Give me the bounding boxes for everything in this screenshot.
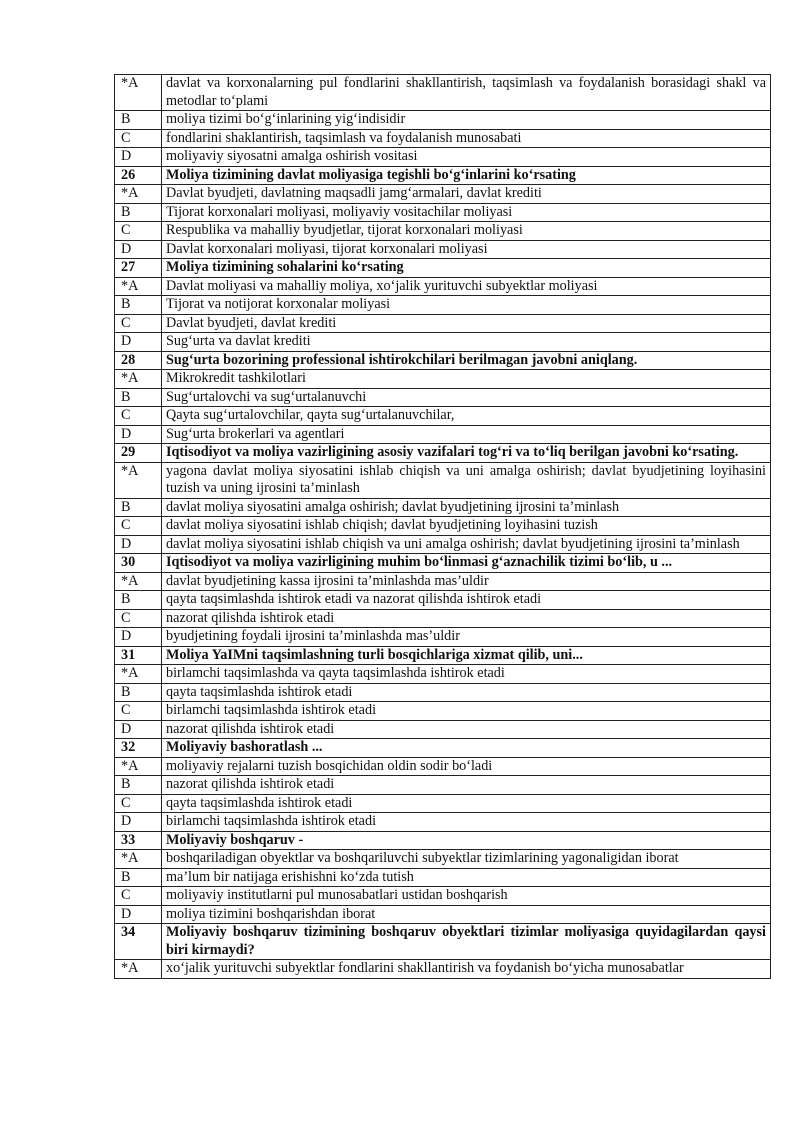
question-row: [115, 351, 771, 370]
answer-option-row: [115, 277, 771, 296]
option-label: B: [115, 388, 162, 407]
option-text: Sug‘urta brokerlari va agentlari: [162, 425, 771, 444]
answer-option-row: [115, 960, 771, 979]
question-row: [115, 166, 771, 185]
option-label: *A: [115, 75, 162, 111]
question-row: [115, 444, 771, 463]
question-text: Moliyaviy bashoratlash ...: [162, 739, 771, 758]
option-text: moliyaviy siyosatni amalga oshirish vositasi: [162, 148, 771, 167]
option-label: C: [115, 887, 162, 906]
answer-option-row: [115, 665, 771, 684]
question-row: [115, 739, 771, 758]
answer-option-row: [115, 609, 771, 628]
option-label: C: [115, 517, 162, 536]
answer-option-row: [115, 425, 771, 444]
question-row: [115, 554, 771, 573]
option-label: C: [115, 702, 162, 721]
answer-option-row: [115, 535, 771, 554]
question-row: [115, 924, 771, 960]
question-number: 26: [115, 166, 162, 185]
answer-option-row: [115, 572, 771, 591]
answer-option-row: [115, 222, 771, 241]
answer-option-row: [115, 388, 771, 407]
option-label: *A: [115, 960, 162, 979]
answer-option-row: [115, 887, 771, 906]
answer-option-row: [115, 498, 771, 517]
answer-option-row: [115, 683, 771, 702]
question-number: 34: [115, 924, 162, 960]
option-label: C: [115, 314, 162, 333]
option-text: ma’lum bir natijaga erishishni ko‘zda tutish: [162, 868, 771, 887]
option-label: B: [115, 683, 162, 702]
option-text: boshqariladigan obyektlar va boshqariluvchi subyektlar tizimlarining yagonaligidan iborat: [162, 850, 771, 869]
option-label: C: [115, 794, 162, 813]
option-label: D: [115, 535, 162, 554]
question-text: Iqtisodiyot va moliya vazirligining muhim bo‘linmasi g‘aznachilik tizimi bo‘lib, u ...: [162, 554, 771, 573]
option-text: Mikrokredit tashkilotlari: [162, 370, 771, 389]
question-text: Moliyaviy boshqaruv tizimining boshqaruv obyektlari tizimlar moliyasiga quyidagilardan qaysi biri kirmaydi?: [162, 924, 771, 960]
option-text: moliyaviy institutlarni pul munosabatlari ustidan boshqarish: [162, 887, 771, 906]
questions-table-body: [115, 75, 771, 979]
question-number: 30: [115, 554, 162, 573]
option-label: B: [115, 203, 162, 222]
option-text: xo‘jalik yurituvchi subyektlar fondlarini shakllantirish va foydanish bo‘yicha munosabatlar: [162, 960, 771, 979]
answer-option-row: [115, 776, 771, 795]
option-label: *A: [115, 277, 162, 296]
question-number: 29: [115, 444, 162, 463]
option-label: B: [115, 498, 162, 517]
answer-option-row: [115, 296, 771, 315]
answer-option-row: [115, 868, 771, 887]
option-text: nazorat qilishda ishtirok etadi: [162, 609, 771, 628]
answer-option-row: [115, 462, 771, 498]
option-label: D: [115, 240, 162, 259]
option-text: birlamchi taqsimlashda ishtirok etadi: [162, 702, 771, 721]
question-row: [115, 259, 771, 278]
question-text: Moliya YaIMni taqsimlashning turli bosqichlariga xizmat qilib, uni...: [162, 646, 771, 665]
option-text: Respublika va mahalliy byudjetlar, tijorat korxonalari moliyasi: [162, 222, 771, 241]
option-label: D: [115, 905, 162, 924]
answer-option-row: [115, 905, 771, 924]
option-text: Qayta sug‘urtalovchilar, qayta sug‘urtalanuvchilar,: [162, 407, 771, 426]
option-text: Davlat korxonalari moliyasi, tijorat korxonalari moliyasi: [162, 240, 771, 259]
option-text: nazorat qilishda ishtirok etadi: [162, 776, 771, 795]
option-label: *A: [115, 757, 162, 776]
question-number: 31: [115, 646, 162, 665]
option-label: D: [115, 148, 162, 167]
option-text: davlat byudjetining kassa ijrosini ta’minlashda mas’uldir: [162, 572, 771, 591]
option-text: birlamchi taqsimlashda va qayta taqsimlashda ishtirok etadi: [162, 665, 771, 684]
option-label: *A: [115, 572, 162, 591]
option-label: *A: [115, 370, 162, 389]
answer-option-row: [115, 314, 771, 333]
questions-table: [114, 74, 771, 979]
option-label: *A: [115, 185, 162, 204]
option-text: davlat va korxonalarning pul fondlarini shakllantirish, taqsimlash va foydalanish borasidagi shakl va metodlar to‘plami: [162, 75, 771, 111]
option-text: davlat moliya siyosatini ishlab chiqish va uni amalga oshirish; davlat byudjetining ijrosini ta’minlash: [162, 535, 771, 554]
option-text: moliya tizimini boshqarishdan iborat: [162, 905, 771, 924]
answer-option-row: [115, 591, 771, 610]
option-text: davlat moliya siyosatini amalga oshirish; davlat byudjetining ijrosini ta’minlash: [162, 498, 771, 517]
option-label: B: [115, 868, 162, 887]
option-label: B: [115, 591, 162, 610]
question-number: 33: [115, 831, 162, 850]
question-text: Moliyaviy boshqaruv -: [162, 831, 771, 850]
option-text: Tijorat va notijorat korxonalar moliyasi: [162, 296, 771, 315]
question-text: Moliya tizimining davlat moliyasiga tegishli bo‘g‘inlarini ko‘rsating: [162, 166, 771, 185]
answer-option-row: [115, 628, 771, 647]
option-label: D: [115, 720, 162, 739]
answer-option-row: [115, 850, 771, 869]
option-text: yagona davlat moliya siyosatini ishlab chiqish va uni amalga oshirish; davlat byudjetining loyihasini tuzish va uning ijrosini ta’minlash: [162, 462, 771, 498]
option-text: birlamchi taqsimlashda ishtirok etadi: [162, 813, 771, 832]
question-number: 32: [115, 739, 162, 758]
option-text: Davlat moliyasi va mahalliy moliya, xo‘jalik yurituvchi subyektlar moliyasi: [162, 277, 771, 296]
question-row: [115, 831, 771, 850]
option-text: Davlat byudjeti, davlatning maqsadli jamg‘armalari, davlat krediti: [162, 185, 771, 204]
option-text: qayta taqsimlashda ishtirok etadi va nazorat qilishda ishtirok etadi: [162, 591, 771, 610]
option-text: Tijorat korxonalari moliyasi, moliyaviy vositachilar moliyasi: [162, 203, 771, 222]
option-text: moliyaviy rejalarni tuzish bosqichidan oldin sodir bo‘ladi: [162, 757, 771, 776]
answer-option-row: [115, 185, 771, 204]
answer-option-row: [115, 517, 771, 536]
option-label: D: [115, 813, 162, 832]
option-text: Sug‘urtalovchi va sug‘urtalanuvchi: [162, 388, 771, 407]
answer-option-row: [115, 757, 771, 776]
answer-option-row: [115, 702, 771, 721]
option-text: qayta taqsimlashda ishtirok etadi: [162, 683, 771, 702]
answer-option-row: [115, 240, 771, 259]
option-label: D: [115, 628, 162, 647]
answer-option-row: [115, 75, 771, 111]
option-text: davlat moliya siyosatini ishlab chiqish; davlat byudjetining loyihasini tuzish: [162, 517, 771, 536]
answer-option-row: [115, 129, 771, 148]
option-text: qayta taqsimlashda ishtirok etadi: [162, 794, 771, 813]
question-text: Iqtisodiyot va moliya vazirligining asosiy vazifalari tog‘ri va to‘liq berilgan javobni ko‘rsating.: [162, 444, 771, 463]
option-label: *A: [115, 462, 162, 498]
option-label: D: [115, 333, 162, 352]
option-label: C: [115, 129, 162, 148]
test-questions-page: [114, 74, 771, 979]
option-label: C: [115, 222, 162, 241]
option-text: Sug‘urta va davlat krediti: [162, 333, 771, 352]
option-text: moliya tizimi bo‘g‘inlarining yig‘indisidir: [162, 111, 771, 130]
option-text: fondlarini shaklantirish, taqsimlash va foydalanish munosabati: [162, 129, 771, 148]
option-label: *A: [115, 665, 162, 684]
question-row: [115, 646, 771, 665]
answer-option-row: [115, 148, 771, 167]
option-label: B: [115, 296, 162, 315]
answer-option-row: [115, 407, 771, 426]
option-text: byudjetining foydali ijrosini ta’minlashda mas’uldir: [162, 628, 771, 647]
option-label: B: [115, 776, 162, 795]
question-text: Moliya tizimining sohalarini ko‘rsating: [162, 259, 771, 278]
question-number: 27: [115, 259, 162, 278]
option-label: D: [115, 425, 162, 444]
answer-option-row: [115, 203, 771, 222]
answer-option-row: [115, 370, 771, 389]
option-text: Davlat byudjeti, davlat krediti: [162, 314, 771, 333]
option-text: nazorat qilishda ishtirok etadi: [162, 720, 771, 739]
option-label: B: [115, 111, 162, 130]
answer-option-row: [115, 720, 771, 739]
answer-option-row: [115, 333, 771, 352]
answer-option-row: [115, 794, 771, 813]
option-label: C: [115, 407, 162, 426]
question-text: Sug‘urta bozorining professional ishtirokchilari berilmagan javobni aniqlang.: [162, 351, 771, 370]
answer-option-row: [115, 813, 771, 832]
answer-option-row: [115, 111, 771, 130]
question-number: 28: [115, 351, 162, 370]
option-label: C: [115, 609, 162, 628]
option-label: *A: [115, 850, 162, 869]
